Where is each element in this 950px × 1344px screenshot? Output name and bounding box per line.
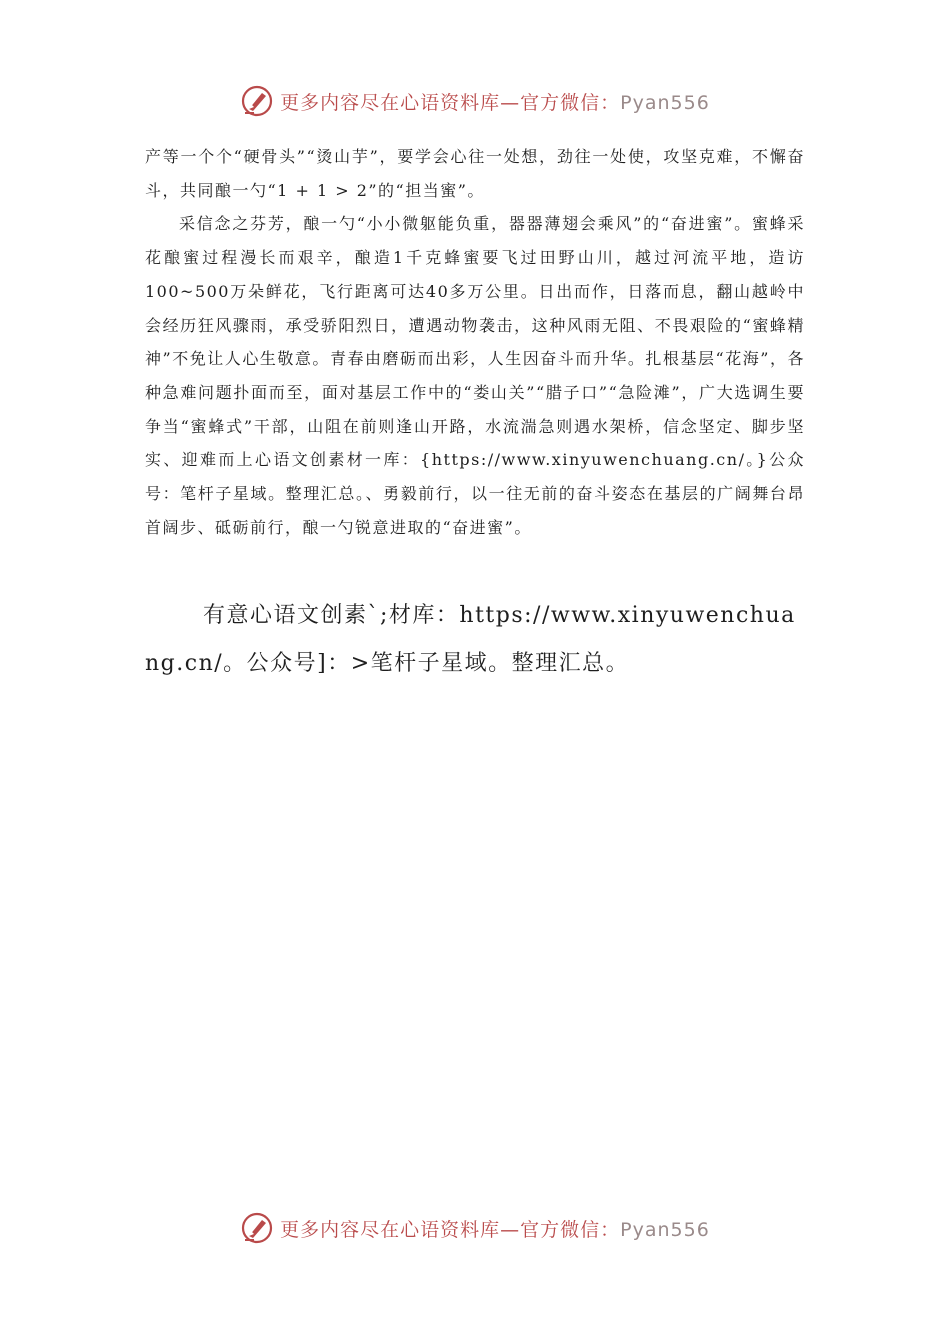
pen-logo-icon	[240, 84, 274, 118]
paragraph-2: 采信念之芬芳，酿一勺“小小微躯能负重，器器薄翅会乘风”的“奋进蜜”。蜜蜂采花酿蜜过程漫长而艰辛，酿造1千克蜂蜜要飞过田野山川，越过河流平地，造访100~500万朵鲜花，飞行距离可达40多万公里。日出而作，日落而息，翻山越岭中会经历狂风骤雨，承受骄阳烈日，遭遇动物袭击，这种风雨无阻、不畏艰险的“蜜蜂精神”不免让人心生敬意。青春由磨砺而出彩，人生因奋斗而升华。扎根基层“花海”，各种急难问题扑面而至，面对基层工作中的“娄山关”“腊子口”“急险滩”，广大选调生要争当“蜜蜂式”干部，山阻在前则逢山开路，水流湍急则遇水架桥，信念坚定、脚步坚实、迎难而上心语文创素材一库：{https://www.xinyuwenchuang.cn/。}公众号：笔杆子星域。整理汇总。、勇毅前行，以一往无前的奋斗姿态在基层的广阔舞台昂首阔步、砥砺前行，酿一勺锐意进取的“奋进蜜”。	[145, 214, 805, 537]
footer-banner-main: 更多内容尽在心语资料库—官方微信：	[280, 1218, 621, 1241]
pen-logo-icon	[240, 1211, 274, 1245]
paragraph-1: 产等一个个“硬骨头”“烫山芋”，要学会心往一处想，劲往一处使，攻坚克难，不懈奋斗，共同酿一勺“1 + 1 > 2”的“担当蜜”。	[145, 147, 805, 200]
header-banner	[0, 84, 950, 118]
footer-banner	[0, 1211, 950, 1245]
large-note: 有意心语文创素`;材库：https://www.xinyuwenchuang.cn/。公众号]：>笔杆子星域。整理汇总。	[145, 603, 796, 676]
header-banner-main: 更多内容尽在心语资料库—官方微信：	[280, 91, 621, 114]
header-banner-text	[280, 88, 710, 115]
header-wechat-id: Pyan556	[620, 91, 710, 114]
footer-wechat-id: Pyan556	[620, 1218, 710, 1241]
document-body	[145, 140, 805, 544]
footer-banner-text	[280, 1215, 710, 1242]
